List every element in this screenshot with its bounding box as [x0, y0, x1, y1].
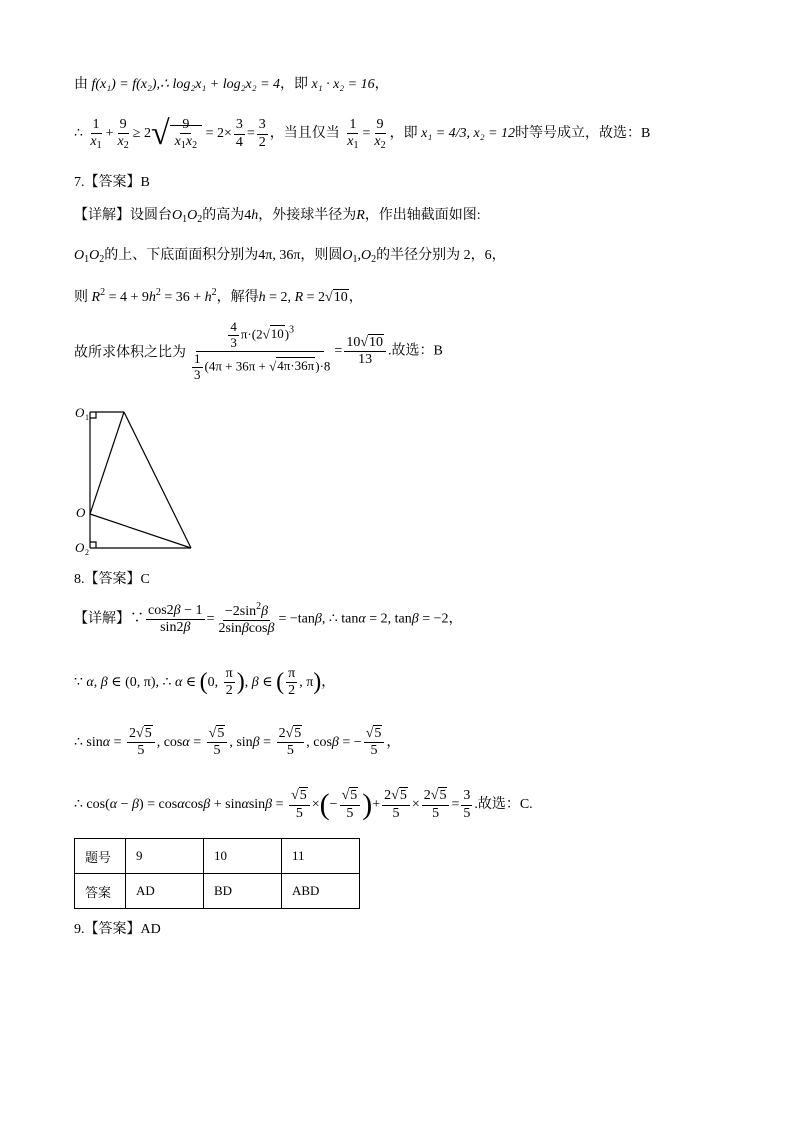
label-o1: O [75, 405, 85, 420]
q8-line-4: ∴ cos(α − β) = cosαcosβ + sinαsinβ = $\frac{√5}{5}$ ×(− $\frac{√5}{5}$ )+ $\frac{2√5}{5}$ × $\frac{2√5}{5}$ = $\frac{3}{5}$ .故选：C. [74, 788, 533, 821]
line-1: 由 f(x₁) = f(x₂),∴ log₂x₁ + log₂x₂ = 4，即 x₁ · x₂ = 16， [74, 77, 389, 92]
inequality: ∴ $\frac{1}{x_1}$ + $\frac{9}{x_2}$ ≥ 2√ $\frac{9}{x_1x_2}$ = 2× $\frac{3}{4}$ = $\frac{3}{2}$ [74, 115, 266, 152]
answer-table [74, 838, 360, 909]
svg-text:2: 2 [85, 548, 89, 557]
product-equation: x₁ · x₂ = 16 [311, 77, 375, 92]
label-o: O [76, 505, 86, 520]
q8-line-3: ∴ sinα = $\frac{2√5}{5}$ , cosα = $\frac{√5}{5}$ , sinβ = $\frac{2√5}{5}$ , cosβ = − $\frac{√5}{5}$ ， [74, 726, 401, 759]
bottom-right-angle [90, 542, 96, 548]
bottom-radius-segment [90, 514, 191, 548]
axial-section-figure [74, 402, 204, 557]
table-row: 题号 9 10 11 [75, 839, 360, 874]
q8-line-2: ∵ α, β ∈ (0, π), ∴ α ∈ (0, $\frac{\pi}{2}$ ), β ∈ ( $\frac{\pi}{2}$ , π)， [74, 666, 336, 699]
q7-equation-line: 则 $R^2 = 4 + 9h^2 = 36 + h^2$，解得h = 2, R = 2√10， [74, 287, 363, 305]
q7-header: 7.【答案】B [74, 175, 150, 190]
label-o2: O [75, 540, 85, 555]
q7-detail-line: 【详解】设圆台$O_1O_2$的高为4h，外接球半径为R，作出轴截面如图: [74, 208, 481, 225]
f-equation: f(x₁) = f(x₂),∴ log₂x₁ + log₂x₂ = 4 [91, 77, 281, 92]
table-row: 答案 AD BD ABD [75, 874, 360, 909]
q7-ratio-line: 故所求体积之比为 $\frac{4}{3}$ $\pi\cdot(2√10)^3$ $\frac{1}{3}$ (4π + 36π + √4π·36π)·8 = $\frac{10√10}{13}$ .故选：B [74, 319, 443, 382]
line-2: ∴ $\frac{1}{x_1}$ + $\frac{9}{x_2}$ ≥ 2√ $\frac{9}{x_1x_2}$ = 2× $\frac{3}{4}$ = $\frac{3}{2}$ ，当且仅当 $\frac{1}{x_1}$ = $\frac{9}{x_2}$ ，即 x₁ = 4/3, x₂ = 12时等号成立，故选：B [74, 115, 651, 152]
q8-header: 8.【答案】C [74, 572, 150, 587]
q8-line-1: 【详解】∵ $\frac{\cos 2\beta - 1}{\sin 2\beta}$ = $\frac{-2\sin^2\beta}{2\sin\beta\cos\beta}$ = −tanβ, ∴ tanα = 2, tanβ = −2， [74, 601, 463, 637]
q9-header: 9.【答案】AD [74, 922, 161, 937]
q7-areas-line: $O_1O_2$的上、下底面面积分别为4π, 36π，则圆$O_1,O_2$的半径分别为 2，6， [74, 248, 506, 265]
solution-values: x₁ = 4/3, x₂ = 12 [421, 126, 516, 142]
slant-edge [124, 412, 191, 548]
svg-text:1: 1 [85, 413, 89, 422]
top-radius-segment [90, 412, 124, 514]
top-right-angle [90, 412, 96, 418]
